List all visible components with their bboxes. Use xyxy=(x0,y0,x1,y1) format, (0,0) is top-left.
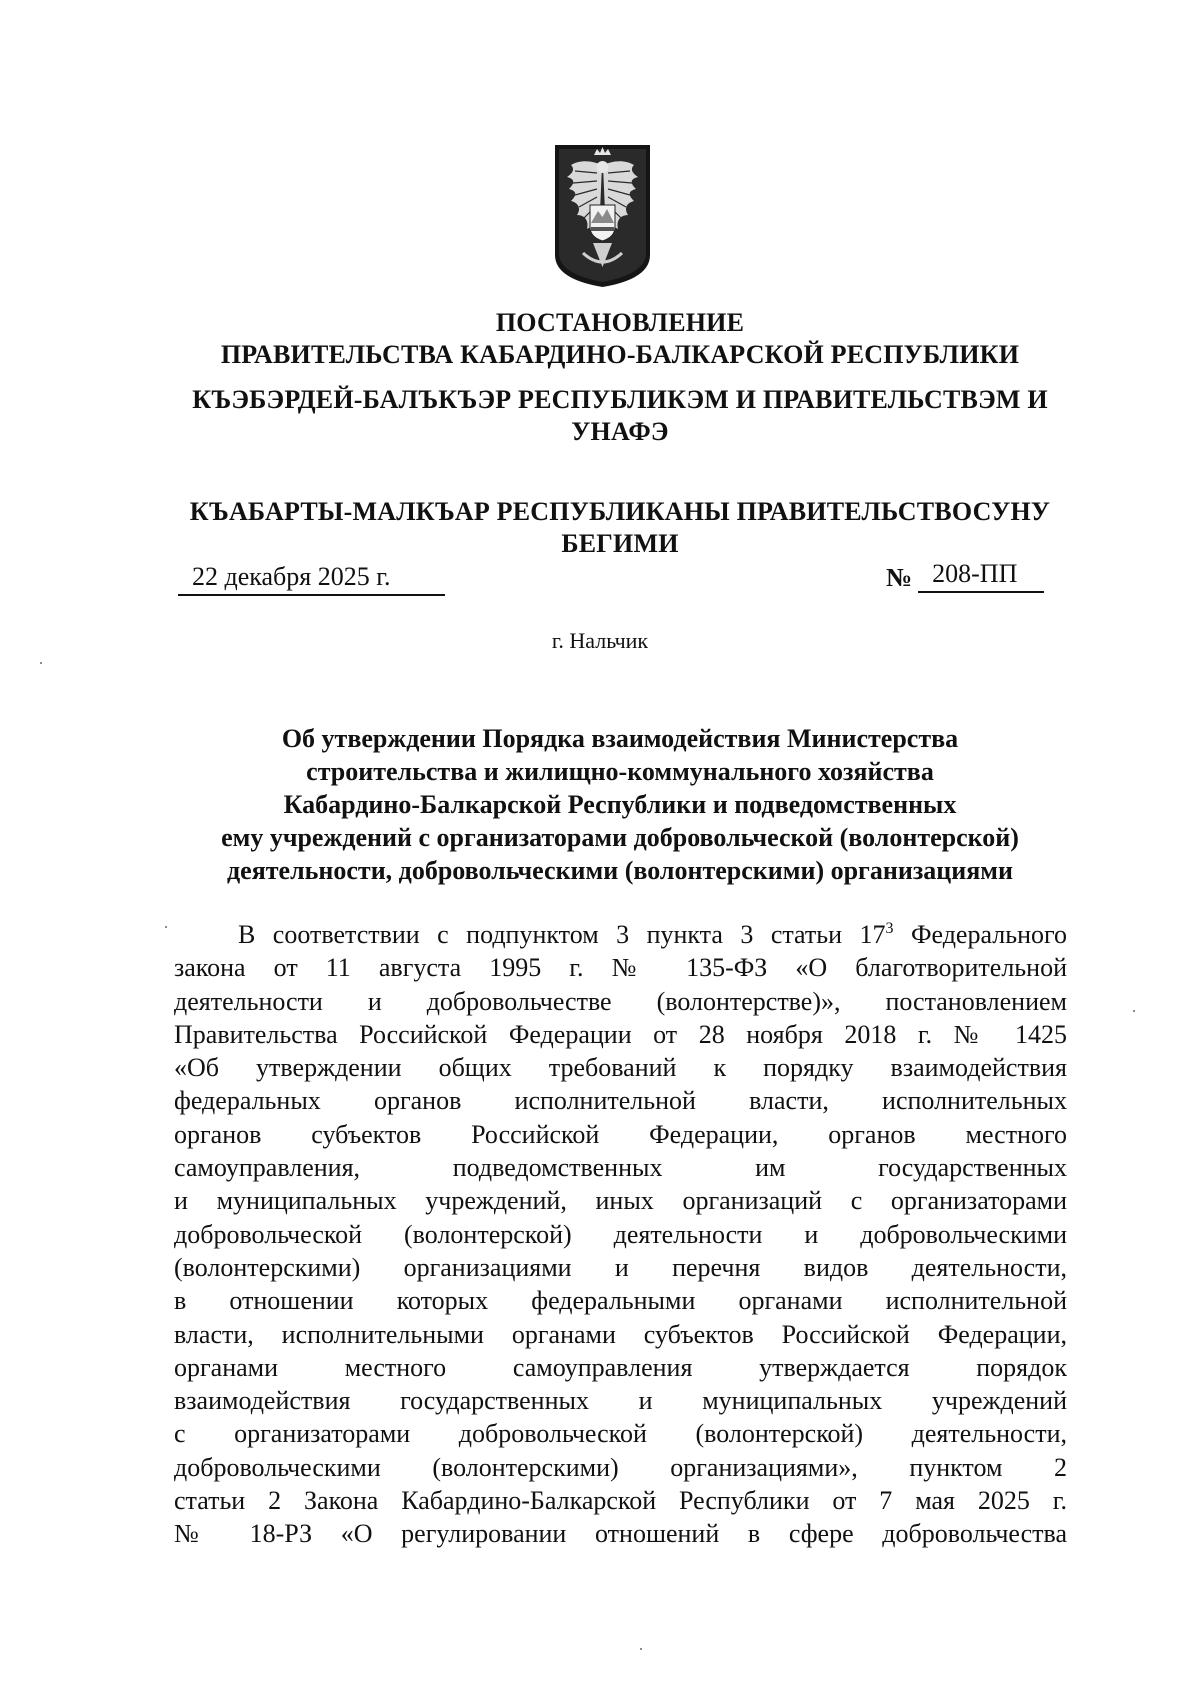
body-line xyxy=(174,918,1067,951)
number-sign: № xyxy=(886,563,913,592)
document-date: 22 декабря 2025 г. xyxy=(178,562,445,596)
title-line: Об утверждении Порядка взаимодействия Министерства xyxy=(281,724,959,753)
heading-line-1: ПОСТАНОВЛЕНИЕ xyxy=(495,308,745,337)
body-line-text: В соответствии с подпунктом 3 пункта 3 статьи 17 xyxy=(238,920,886,949)
body-line: власти, исполнительными органами субъектов Российской Федерации, xyxy=(174,1319,1067,1349)
title-line: строительства и жилищно-коммунального хозяйства xyxy=(306,757,934,786)
body-line: «Об утверждении общих требований к порядку взаимодействия xyxy=(174,1053,1067,1083)
title-line: деятельности, добровольческими (волонтерскими) организациями xyxy=(227,856,1013,885)
title-line: ему учреждений с организаторами добровольческой (волонтерской) xyxy=(221,823,1019,852)
city-name: г. Нальчик xyxy=(551,628,649,653)
body-line: органов субъектов Российской Федерации, органов местного xyxy=(174,1119,1067,1149)
body-line: деятельности и добровольчестве (волонтерстве)», постановлением xyxy=(174,986,1067,1016)
body-line: Правительства Российской Федерации от 28 ноября 2018 г. № 1425 xyxy=(174,1019,1067,1049)
number-value: 208-ПП xyxy=(918,559,1044,593)
body-line: и муниципальных учреждений, иных организаций с организаторами xyxy=(174,1186,1067,1216)
title-line: Кабардино-Балкарской Республики и подведомственных xyxy=(283,790,957,819)
balkar-line-1: КЪАБАРТЫ-МАЛКЪАР РЕСПУБЛИКАНЫ ПРАВИТЕЛЬСТВОСУНУ xyxy=(189,497,1051,526)
body-line: закона от 11 августа 1995 г. № 135-ФЗ «О благотворительной xyxy=(174,953,1067,983)
body-line: в отношении которых федеральными органами исполнительной xyxy=(174,1286,1067,1316)
body-line: самоуправления, подведомственных им государственных xyxy=(174,1153,1067,1183)
balkar-line-2: БЕГИМИ xyxy=(561,529,679,558)
body-line: федеральных органов исполнительной власти, исполнительных xyxy=(174,1086,1067,1116)
body-line: (волонтерскими) организациями и перечня видов деятельности, xyxy=(174,1252,1067,1282)
body-line: статьи 2 Закона Кабардино-Балкарской Республики от 7 мая 2025 г. xyxy=(174,1486,1067,1516)
kabardian-line-2: УНАФЭ xyxy=(571,417,669,446)
document-type-heading xyxy=(170,307,1070,371)
kabardian-heading xyxy=(170,384,1070,448)
body-line: взаимодействия государственных и муниципальных учреждений xyxy=(174,1386,1067,1416)
scan-speck xyxy=(640,1648,642,1650)
scan-speck xyxy=(165,926,167,928)
document-number xyxy=(886,559,1044,593)
body-line: добровольческой (волонтерской) деятельности и добровольческими xyxy=(174,1219,1067,1249)
body-line: № 18-РЗ «О регулировании отношений в сфере добровольчества xyxy=(174,1519,1067,1549)
scan-speck xyxy=(40,662,42,664)
body-line: с организаторами добровольческой (волонтерской) деятельности, xyxy=(174,1419,1067,1449)
scan-speck xyxy=(1133,1010,1135,1012)
superscript: 3 xyxy=(885,920,894,937)
body-line: добровольческими (волонтерскими) организациями», пунктом 2 xyxy=(174,1452,1067,1482)
document-title xyxy=(170,722,1070,887)
body-line-text: Федерального xyxy=(893,920,1067,949)
body-line: органами местного самоуправления утверждается порядок xyxy=(174,1352,1067,1382)
kabardian-line-1: КЪЭБЭРДЕЙ-БАЛЪКЪЭР РЕСПУБЛИКЭМ И ПРАВИТЕЛЬСТВЭМ И xyxy=(192,385,1048,414)
body-paragraph xyxy=(174,918,1067,1551)
coat-of-arms-icon xyxy=(553,143,652,289)
balkar-heading xyxy=(170,496,1070,560)
heading-line-2: ПРАВИТЕЛЬСТВА КАБАРДИНО-БАЛКАРСКОЙ РЕСПУБЛИКИ xyxy=(220,340,1020,369)
